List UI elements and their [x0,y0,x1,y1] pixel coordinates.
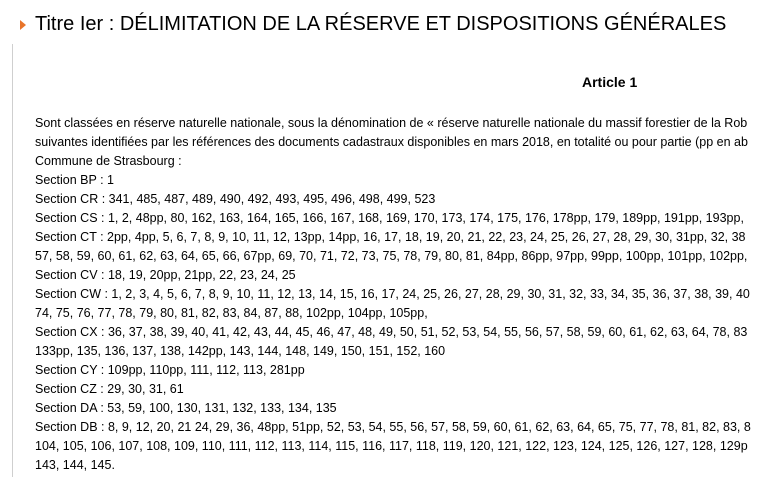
left-border-line [12,44,13,477]
article-line: 74, 75, 76, 77, 78, 79, 80, 81, 82, 83, 84, 87, 88, 102pp, 104pp, 105pp, [35,306,428,320]
article-line: 133pp, 135, 136, 137, 138, 142pp, 143, 144, 148, 149, 150, 151, 152, 160 [35,344,446,358]
article-body [35,114,775,475]
article-line: Sont classées en réserve naturelle nationale, sous la dénomination de « réserve naturelle nationale du massif forestier de la Rob [35,116,748,130]
article-line: Section CT : 2pp, 4pp, 5, 6, 7, 8, 9, 10, 11, 12, 13pp, 14pp, 16, 17, 18, 19, 20, 21, 22, 23, 24, 25, 26, 27, 28, 29, 30, 31pp, 32, 38 [35,230,746,244]
article-line: Section DB : 8, 9, 12, 20, 21 24, 29, 36, 48pp, 51pp, 52, 53, 54, 55, 56, 57, 58, 59, 60, 61, 62, 63, 64, 65, 75, 77, 78, 81, 82, 83, 8 [35,420,751,434]
article-line: Section CY : 109pp, 110pp, 111, 112, 113, 281pp [35,363,305,377]
article-line: 104, 105, 106, 107, 108, 109, 110, 111, 112, 113, 114, 115, 116, 117, 118, 119, 120, 121, 122, 123, 124, 125, 126, 127, 128, 129p [35,439,748,453]
article-line: Commune de Strasbourg : [35,154,182,168]
article-line: Section CV : 18, 19, 20pp, 21pp, 22, 23, 24, 25 [35,268,296,282]
article-line: Section BP : 1 [35,173,114,187]
article-line: Section CZ : 29, 30, 31, 61 [35,382,184,396]
article-line: suivantes identifiées par les références des documents cadastraux disponibles en mars 2018, en totalité ou pour partie (pp en ab [35,135,748,149]
article-line: 143, 144, 145. [35,458,115,472]
article-line: Section CR : 341, 485, 487, 489, 490, 492, 493, 495, 496, 498, 499, 523 [35,192,436,206]
section-title: Titre Ier : DÉLIMITATION DE LA RÉSERVE ET DISPOSITIONS GÉNÉRALES [35,13,727,35]
article-heading: Article 1 [582,74,638,90]
article-line: Section CS : 1, 2, 48pp, 80, 162, 163, 164, 165, 166, 167, 168, 169, 170, 173, 174, 175, 176, 178pp, 179, 189pp, 191pp, 193pp, [35,211,744,225]
article-line: 57, 58, 59, 60, 61, 62, 63, 64, 65, 66, 67pp, 69, 70, 71, 72, 73, 75, 78, 79, 80, 81, 84pp, 86pp, 97pp, 99pp, 100pp, 101pp, 102pp, [35,249,748,263]
article-line: Section CX : 36, 37, 38, 39, 40, 41, 42, 43, 44, 45, 46, 47, 48, 49, 50, 51, 52, 53, 54, 55, 56, 57, 58, 59, 60, 61, 62, 63, 64, 78, 83 [35,325,748,339]
expand-caret-icon[interactable] [20,20,26,30]
section-heading[interactable] [20,10,726,38]
article-line: Section CW : 1, 2, 3, 4, 5, 6, 7, 8, 9, 10, 11, 12, 13, 14, 15, 16, 17, 24, 25, 26, 27, 28, 29, 30, 31, 32, 33, 34, 35, 36, 37, 38, 39, 40 [35,287,750,301]
article-line: Section DA : 53, 59, 100, 130, 131, 132, 133, 134, 135 [35,401,337,415]
